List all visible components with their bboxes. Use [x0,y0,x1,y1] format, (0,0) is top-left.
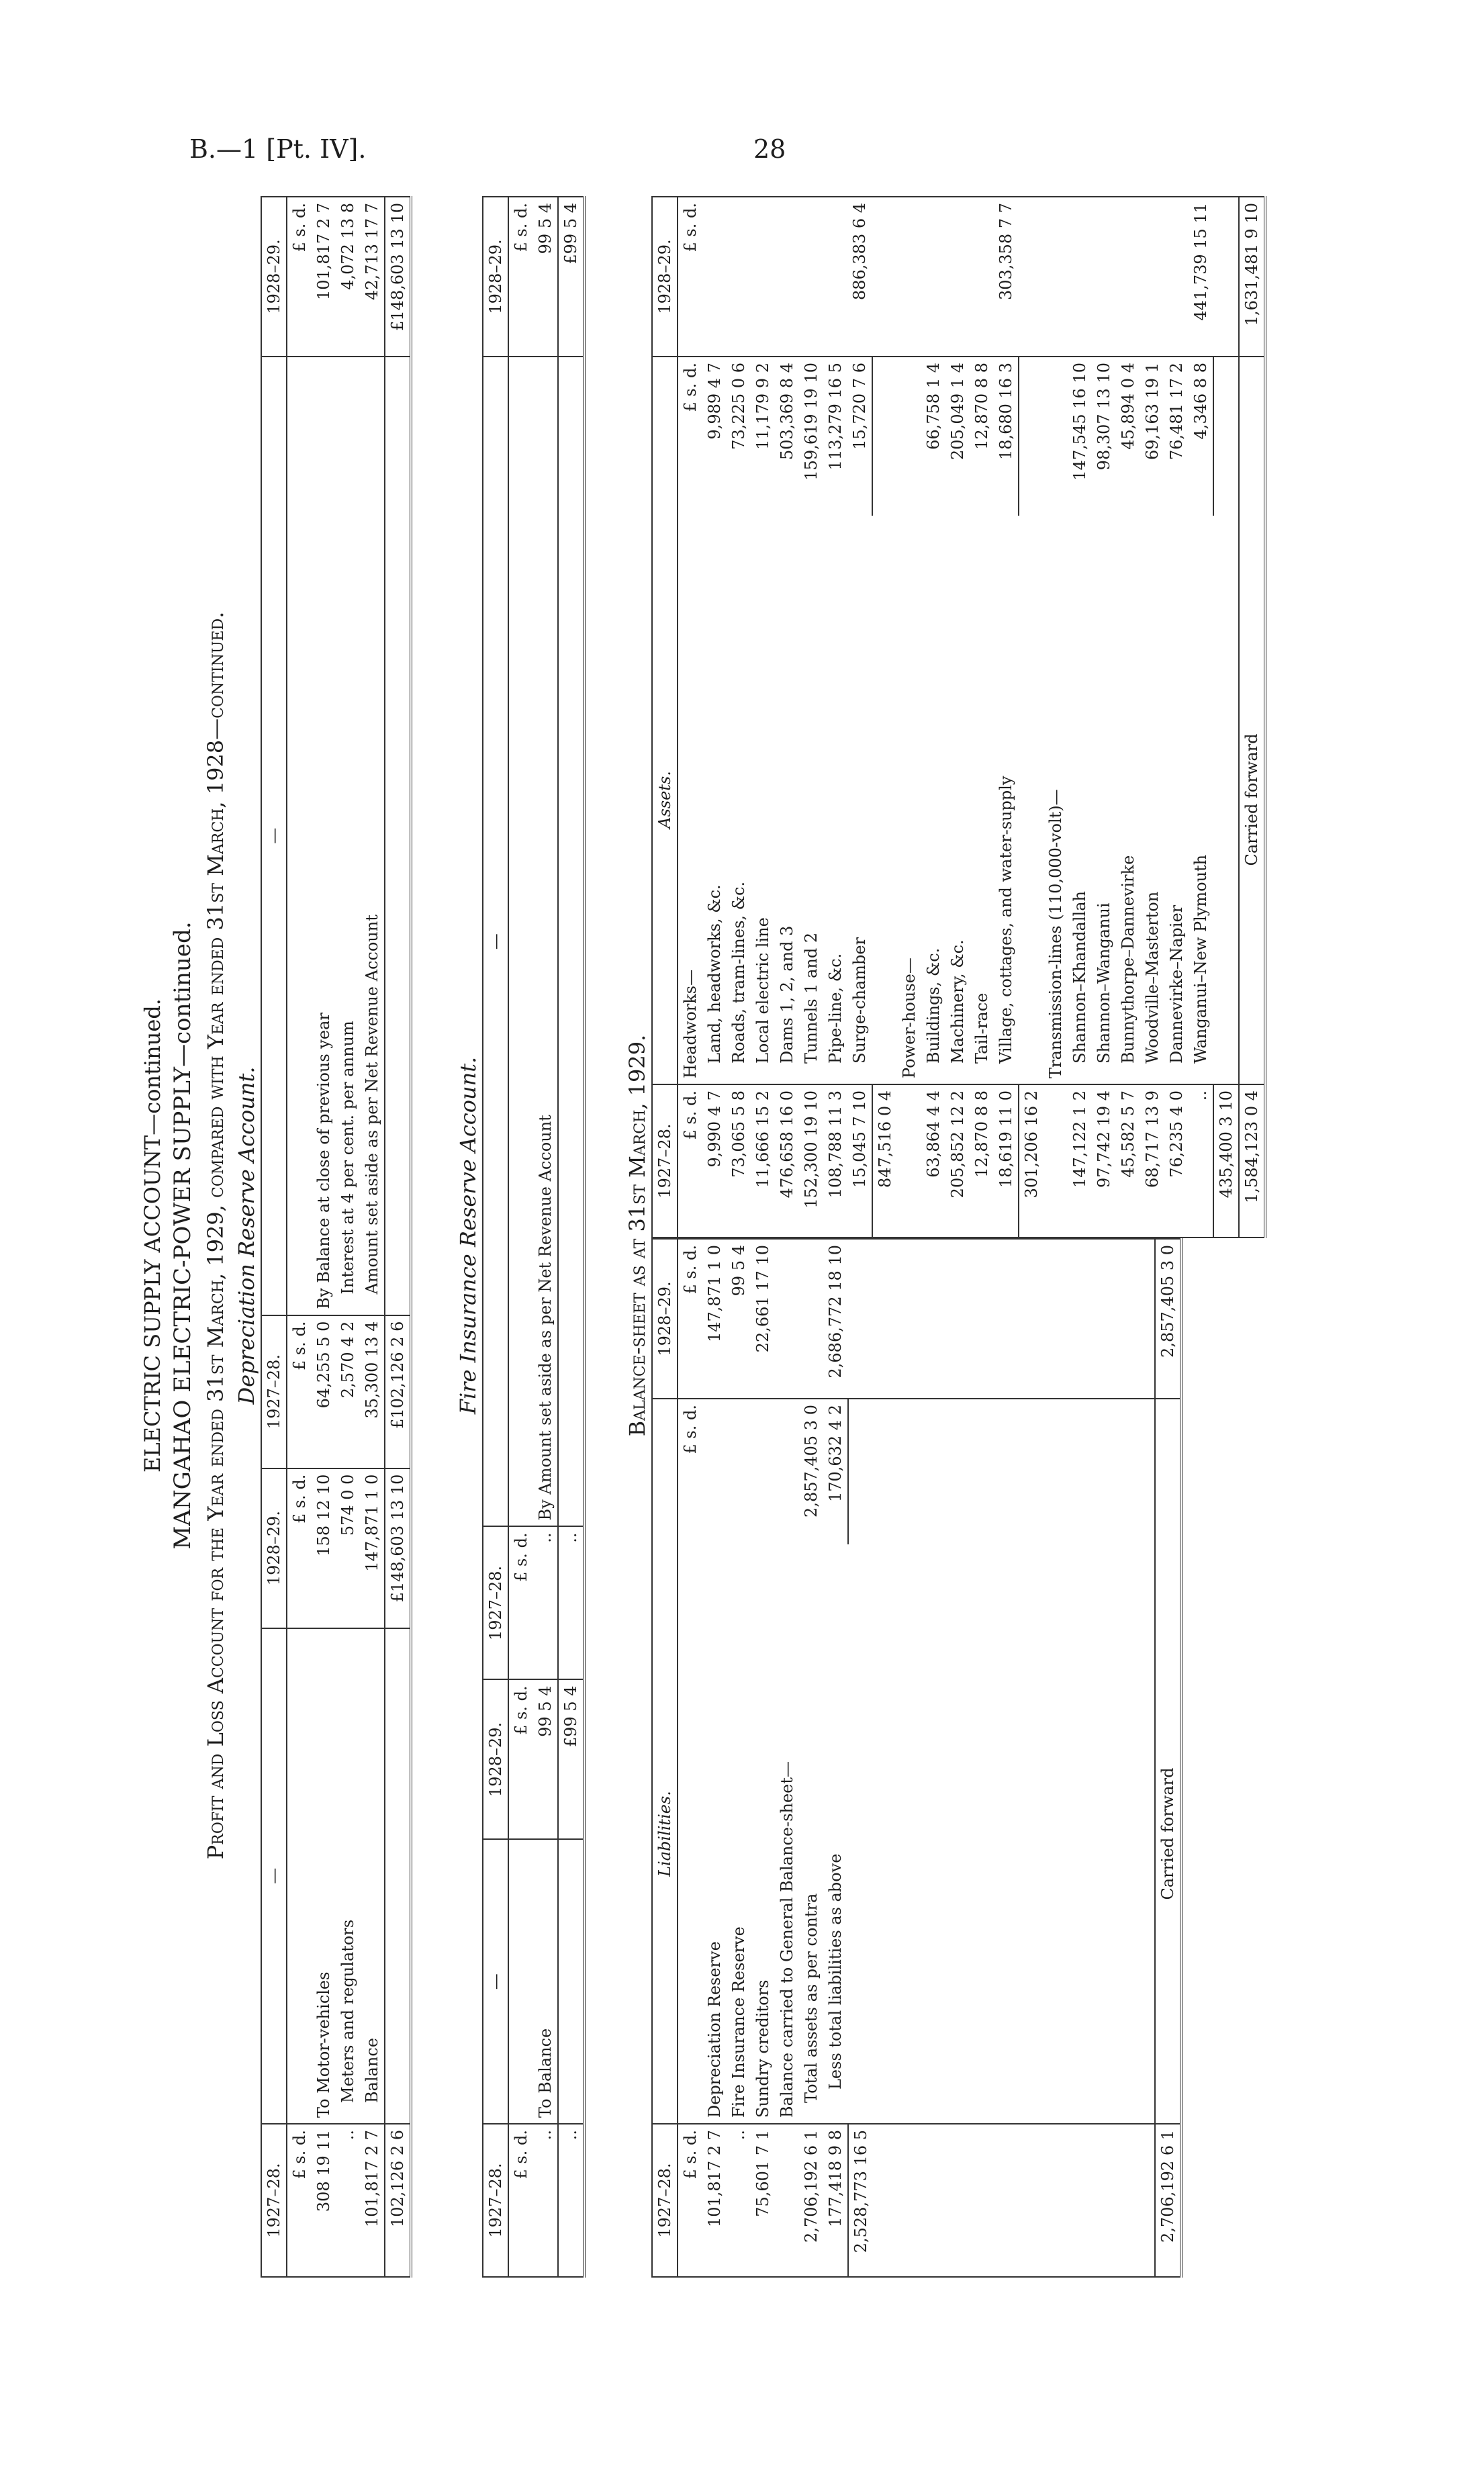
table-row: 2,706,192 6 1 Total assets as per contra 2,857,405 3 0 [799,1239,823,2277]
table-row: 108,788 11 3 Pipe-line, &c. 113,279 16 5 [823,197,847,1238]
assets-heading: Assets. [652,516,678,1084]
liabilities-heading: Liabilities. [652,1544,678,2124]
subtotal-row: 847,516 0 4 [872,197,897,1238]
col-1928-29-right: 1928–29. [261,197,287,357]
table-row: 73,065 5 8 Roads, tram-lines, &c. 73,225 0 6 [727,197,751,1238]
table-row: 75,601 7 1 Sundry creditors 22,661 17 10 [751,1239,775,2277]
carried-forward-row: 1,584,123 0 4 Carried forward 1,631,481 9 10 [1239,197,1265,1238]
col-desc-right: — [261,357,287,1315]
subtotal-row: 435,400 3 10 [1213,197,1239,1238]
col-1927-28: 1927–28. [261,2124,287,2277]
title-line3: Profit and Loss Account for the Year ended 31st March, 1929, compared with Year ended 31st March, 1928—continued. [203,611,228,1860]
subtotal-row: 301,206 16 2 [1019,197,1044,1238]
table-row: 101,817 2 7 Depreciation Reserve 147,871 1 0 [702,1239,727,2277]
table-row: 205,852 12 2 Machinery, &c. 205,049 1 4 [945,197,970,1238]
table-row: .. To Balance 99 5 4 .. By Amount set aside as per Net Revenue Account 99 5 4 [533,197,558,2277]
table-row: 9,990 4 7 Land, headworks, &c. 9,989 4 7 [702,197,727,1238]
table-row: .. Meters and regulators 574 0 0 2,570 4 2 Interest at 4 per cent. per annum 4,072 13 8 [336,197,360,2277]
title-line2: MANGAHAO ELECTRIC-POWER SUPPLY—continued. [169,921,196,1550]
table-row: 12,870 8 8 Tail-race 12,870 8 8 [970,197,994,1238]
table-row: 97,742 19 4 Shannon–Wanganui 98,307 13 10 [1092,197,1116,1238]
fire-insurance-title: Fire Insurance Reserve Account. [455,1056,481,1415]
table-row: .. Wanganui–New Plymouth 4,346 8 8 441,739 15 11 [1189,197,1213,1238]
table-row: Balance carried to General Balance-sheet— [775,1239,799,2277]
rotated-content [140,188,1402,2283]
page-reference: B.—1 [Pt. IV]. [189,134,367,164]
table-row: 177,418 9 8 Less total liabilities as above 170,632 4 2 2,686,772 18 10 [823,1239,848,2277]
table-row: 101,817 2 7 Balance 147,871 1 0 35,300 13 4 Amount set aside as per Net Revenue Account 42,713 17 7 [360,197,385,2277]
liabilities-table: 1927–28. Liabilities. 1928–29. £ s. d. £ s. d. £ s. d. 101,817 2 7 Depreciation Reserve 147,871 1 0 .. Fire Insurance Reserve 99 5 4 75,601 7 1 Sundry creditors 22,661 17 10 Balance carried to General Balance-sheet— 2,706,192 6 1 Total assets as per contra 2,857,405 3 0 177,418 9 8 Less total liabilities as above 170,632 4 2 2,686,772 18 10 2,528,773 16 5 2,706,192 6 1 Carried forward 2,857,405 3 0 [651,1238,1182,2278]
table-row: 147,122 1 2 Shannon–Khandallah 147,545 16 10 [1068,197,1092,1238]
table-row: 63,864 4 4 Buildings, &c. 66,758 1 4 [921,197,945,1238]
total-row: .. £99 5 4 .. £99 5 4 [558,197,584,2277]
table-row: 476,658 16 0 Dams 1, 2, and 3 503,369 8 4 [775,197,799,1238]
page-number: 28 [753,134,786,164]
table-row: .. Fire Insurance Reserve 99 5 4 [727,1239,751,2277]
table-row: 45,582 5 7 Bunnythorpe–Dannevirke 45,894 0 4 [1116,197,1140,1238]
table-row: 76,235 4 0 Dannevirke–Napier 76,481 17 2 [1164,197,1189,1238]
depreciation-table [261,196,412,2278]
group-powerhouse: Power-house— [900,958,919,1078]
carried-forward-row: 2,706,192 6 1 Carried forward 2,857,405 3 0 [1155,1239,1181,2277]
group-headworks: Headworks— [681,969,700,1078]
table-row: 308 19 11 To Motor-vehicles 158 12 10 64,255 5 0 By Balance at close of previous year 101,817 2 7 [312,197,336,2277]
subtotal-row: 2,528,773 16 5 [848,1239,873,2277]
table-row: 18,619 11 0 Village, cottages, and water-supply 18,680 16 3 303,358 7 7 [994,197,1019,1238]
table-row: 152,300 19 10 Tunnels 1 and 2 159,619 19 10 [799,197,823,1238]
table-row: 68,717 13 9 Woodville–Masterton 69,163 19 1 [1140,197,1164,1238]
assets-table: 1927–28. Assets. 1928–29. £ s. d. Headworks— £ s. d. £ s. d. 9,990 4 7 Land, headworks, &c. 9,989 4 7 73,065 5 8 Roads, tram-lines, &c. 73,225 0 6 11,666 15 2 Local electric line 11,179 9 2 476,658 16 0 Dams 1, 2, and 3 503,369 8 4 152,300 19 10 Tunnels 1 and 2 159,619 19 10 108,788 11 3 Pipe-line, &c. 113,279 16 5 15,045 7 10 Surge-chamber 15,720 7 6 886,383 6 4 847,516 0 4 Power-house— 63,864 4 4 Buildings, &c. 66,758 1 4 205,852 12 2 Machinery, &c. 205,049 1 4 12,870 8 8 Tail-race 12,870 8 8 18,619 11 0 Village, cottages, and water-supply 18,680 16 3 303,358 7 7 301,206 16 2 Transmission-lines (110,000-volt)— 147,122 1 2 Shannon–Khandallah 147,545 16 10 97,742 19 4 Shannon–Wanganui 98,307 13 10 45,582 5 7 Bunnythorpe–Dannevirke 45,894 0 4 68,717 13 9 Woodville–Masterton 69,163 19 1 76,235 4 0 Dannevirke–Napier 76,481 17 2 .. Wanganui–New Plymouth 4,346 8 8 441,739 15 11 435,400 3 10 1,584,123 0 4 Carried forward 1,631,481 9 10 [651,196,1266,1238]
unit: £ s. d. [287,2124,312,2277]
unit: £ s. d. [287,1468,312,1628]
depreciation-title: Depreciation Reserve Account. [234,1066,259,1405]
table-row: 11,666 15 2 Local electric line 11,179 9 2 [751,197,775,1238]
fire-insurance-table: 1927–28. — 1928–29. 1927–28. — 1928–29. £ s. d. £ s. d. £ s. d. £ s. d. .. To Balance 99 5 4 .. By Amount set aside as per Net Revenue Account 99 5 4 .. £99 5 4 .. £99 5 4 [482,196,586,2278]
balance-sheet-title: Balance-sheet as at 31st March, 1929. [624,1034,650,1437]
col-1927-28-right: 1927–28. [261,1315,287,1468]
unit: £ s. d. [287,1315,312,1468]
col-desc: — [261,1628,287,2124]
col-1928-29: 1928–29. [261,1468,287,1628]
total-row: 102,126 2 6 £148,603 13 10 £102,126 2 6 £148,603 13 10 [385,197,411,2277]
title-line1: ELECTRIC SUPPLY ACCOUNT—continued. [140,998,165,1473]
table-row: 15,045 7 10 Surge-chamber 15,720 7 6 886,383 6 4 [847,197,872,1238]
group-transmission: Transmission-lines (110,000-volt)— [1046,789,1065,1078]
unit: £ s. d. [287,197,312,357]
